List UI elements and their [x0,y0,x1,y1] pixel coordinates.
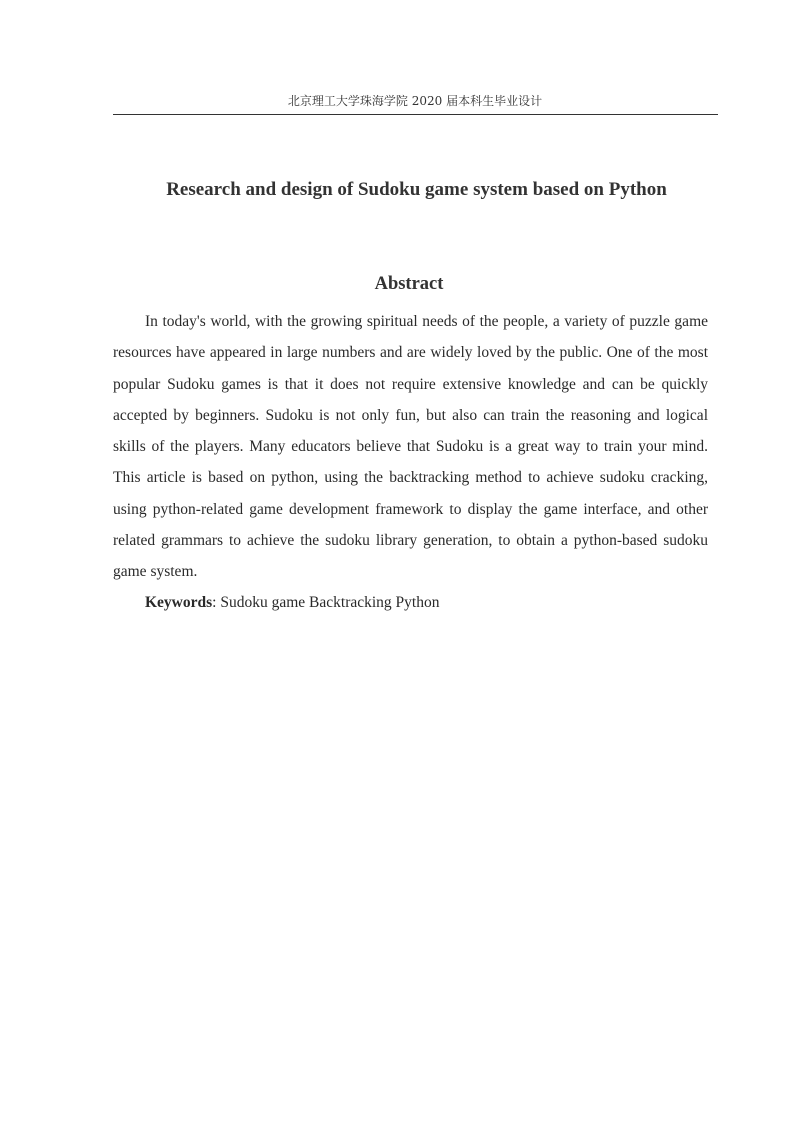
keywords-line [145,587,439,618]
keywords-separator: : [212,594,221,611]
keywords-text: Sudoku game Backtracking Python [220,594,440,611]
header-divider [113,114,718,115]
abstract-heading: Abstract [374,274,444,294]
keywords-label: Keywords [145,594,213,611]
page-header: 北京理工大学珠海学院 2020 届本科生毕业设计 [287,94,543,108]
abstract-paragraph: In today's world, with the growing spiritual needs of the people, a variety of puzzle game resources have appeared in large numbers and are widely loved by the public. One of the most popular Sudoku games is that it does not require extensive knowledge and can be quickly accepted by beginners. Sudoku is not only fun, but also can train the reasoning and logical skills of the players. Many educators believe that Sudoku is a great way to train your mind. This article is based on python, using the backtracking method to achieve sudoku cracking, using python-related game development framework to display the game interface, and other related grammars to achieve the sudoku library generation, to obtain a python-based sudoku game system. [113,313,708,581]
paper-title: Research and design of Sudoku game system based on Python [166,179,667,200]
